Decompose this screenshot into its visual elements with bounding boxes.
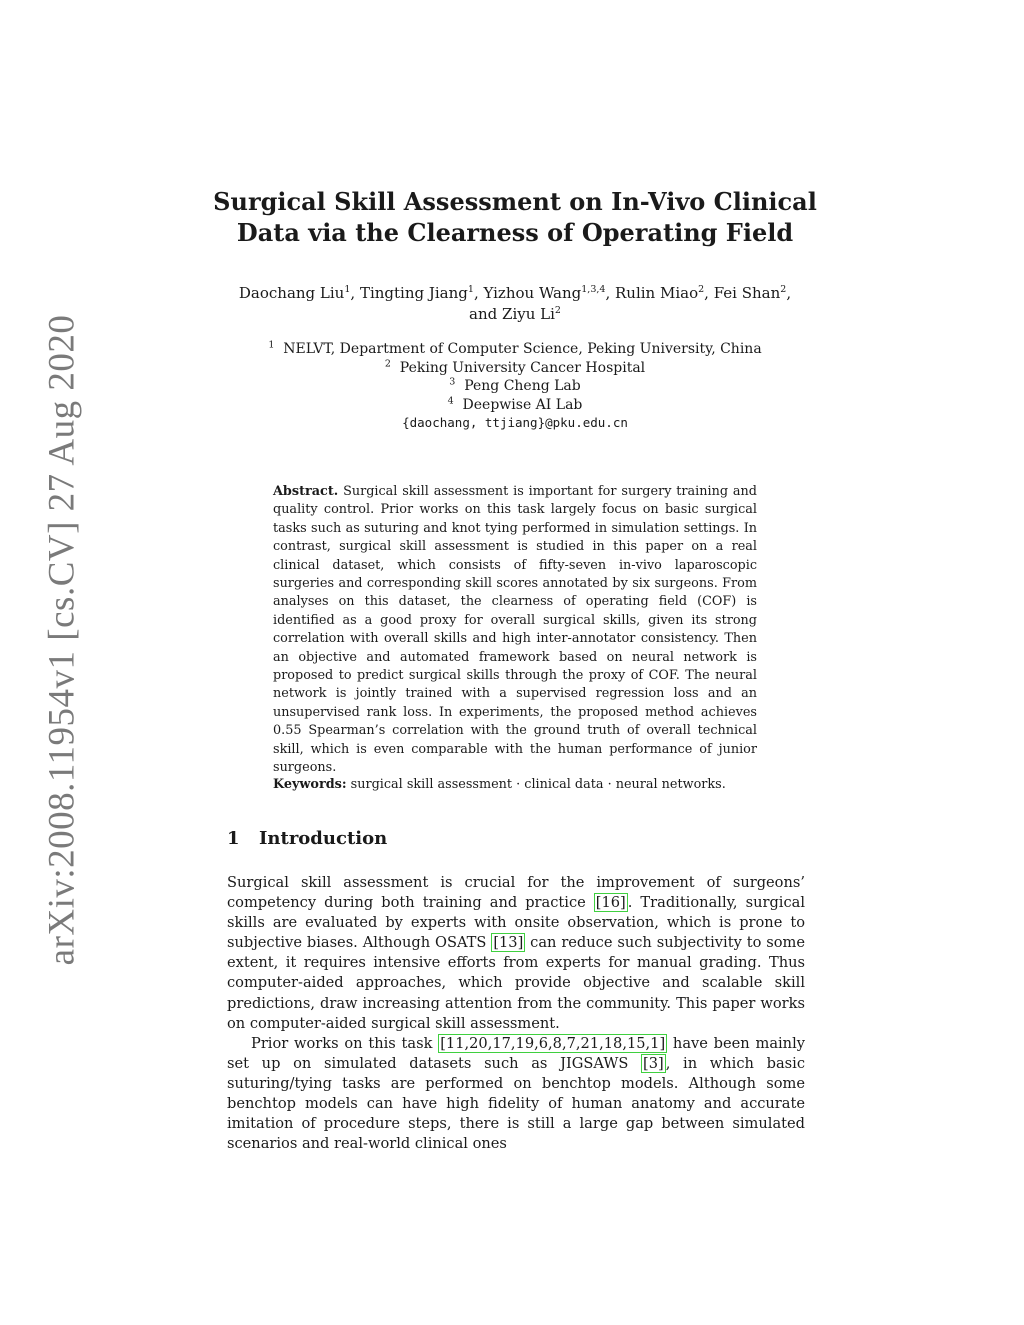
affiliation-number: 4 (447, 394, 454, 406)
author-affiliation-mark: 1 (467, 284, 474, 295)
affiliation-item (220, 340, 810, 359)
citation-link[interactable]: [11,20,17,19,6,8,7,21,18,15,1] (440, 1034, 666, 1052)
author-affiliation-mark: 2 (698, 284, 705, 295)
author-affiliation-mark: 2 (780, 284, 787, 295)
author-name: Fei Shan (713, 284, 781, 302)
author-name: Daochang Liu (238, 284, 345, 302)
arxiv-identifier-stamp: arXiv:2008.11954v1 [cs.CV] 27 Aug 2020 (41, 314, 83, 966)
introduction-body (227, 873, 805, 1154)
author-name: Yizhou Wang (483, 284, 582, 302)
affiliation-text: Peking University Cancer Hospital (399, 359, 646, 376)
author-name: Rulin Miao (615, 284, 699, 302)
title-line-1: Surgical Skill Assessment on In-Vivo Clinical (213, 187, 817, 216)
affiliation-item (220, 377, 810, 396)
paragraph (227, 873, 805, 1034)
author-name: Tingting Jiang (359, 284, 468, 302)
affiliation-list (220, 340, 810, 433)
affiliation-number: 2 (384, 357, 391, 369)
keywords-label: Keywords: (273, 777, 347, 792)
author-list: Daochang Liu$^1$, Tingting Jiang$^1$, Yizhou Wang$^{1,3,4}$, Rulin Miao$^2$, Fei Shan$^2$, and Ziyu Li$^2$ (238, 284, 792, 323)
affiliation-number: 3 (449, 376, 456, 388)
author-affiliation-mark: 1 (344, 284, 351, 295)
author-affiliation-mark: 1,3,4 (581, 284, 606, 295)
paragraph-text: . Traditionally, surgical skills are evaluated by experts with onsite observation, which is prone to subjective biases. Although OSATS (227, 894, 805, 952)
author-name: Ziyu Li (502, 305, 555, 323)
abstract-label: Abstract. (273, 484, 339, 499)
abstract-text: Surgical skill assessment is important for surgery training and quality control. Prior works on this task largely focus on basic surgical tasks such as suturing and knot tying performed in simulation settings. In contrast, surgical skill assessment is studied in this paper on a real clinical dataset, which consists of fifty-seven in-vivo laparoscopic surgeries and corresponding skill scores annotated by six surgeons. From analyses on this dataset, the clearness of operating field (COF) is identified as a good proxy for overall surgical skills, given its strong correlation with overall skills and high inter-annotator consistency. Then an objective and automated framework based on neural network is proposed to predict surgical skills through the proxy of COF. The neural network is jointly trained with a supervised regression loss and an unsupervised rank loss. In experiments, the proposed method achieves 0.55 Spearman’s correlation with the ground truth of overall technical skill, which is even comparable with the human performance of junior surgeons. (273, 484, 757, 776)
abstract-block (273, 483, 757, 778)
affiliation-text: NELVT, Department of Computer Science, Peking University, China (283, 341, 762, 357)
paragraph-text: , in which basic suturing/tying tasks are performed on benchtop models. Although some benchtop models can have high fidelity of human anatomy and accurate imitation of procedure steps, there is still a large gap between simulated scenarios and real-world clinical ones (227, 1054, 805, 1153)
paragraph-text: Surgical skill assessment is crucial for the improvement of surgeons’ competency during both training and practice (227, 874, 805, 912)
section-heading (227, 828, 387, 849)
affiliation-item (220, 359, 810, 378)
contact-email[interactable]: {daochang, ttjiang}@pku.edu.cn (402, 415, 628, 430)
affiliation-text: Peng Cheng Lab (464, 378, 581, 394)
paragraph (227, 1034, 805, 1155)
affiliation-item (220, 396, 810, 415)
paper-title (200, 186, 830, 248)
keywords-text: surgical skill assessment · clinical data · neural networks. (350, 777, 726, 792)
citation-link[interactable]: [16] (595, 894, 626, 912)
paragraph-text: Prior works on this task (251, 1034, 439, 1052)
paragraph-text: have been mainly set up on simulated datasets such as JIGSAWS (227, 1034, 805, 1072)
section-number: 1 (227, 828, 240, 849)
affiliation-number: 1 (268, 339, 275, 351)
citation-link[interactable]: [3] (643, 1054, 664, 1072)
author-affiliation-mark: 2 (554, 305, 561, 316)
paragraph-text: can reduce such subjectivity to some extent, it requires intensive efforts from experts for manual grading. Thus computer-aided approaches, which provide objective and scalable skill predictions, draw increasing attention from the community. This paper works on computer-aided surgical skill assessment. (227, 934, 805, 1032)
title-line-2: Data via the Clearness of Operating Field (236, 218, 794, 247)
keywords-block (273, 776, 757, 794)
affiliation-text: Deepwise AI Lab (462, 396, 583, 413)
section-title: Introduction (259, 828, 388, 849)
citation-link[interactable]: [13] (493, 934, 524, 952)
